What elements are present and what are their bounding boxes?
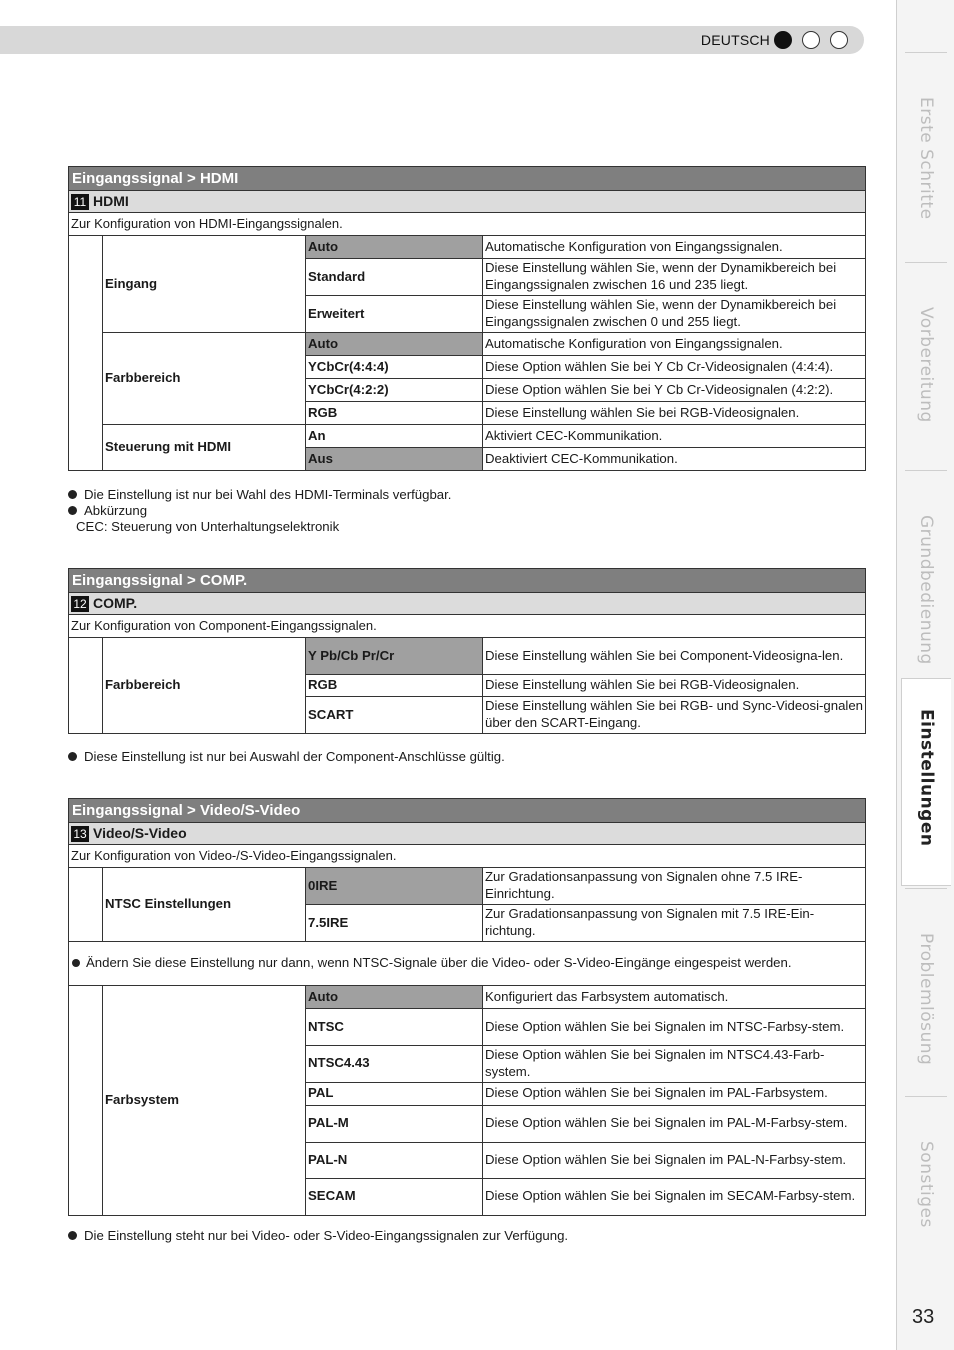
section-title: Eingangssignal > COMP. bbox=[69, 569, 866, 593]
option-description: Zur Gradationsanpassung von Signalen ohne 7.5 IRE-Einrichtung. bbox=[483, 868, 866, 905]
item-heading bbox=[69, 593, 866, 615]
option-description: Zur Gradationsanpassung von Signalen mit 7.5 IRE-Ein-richtung. bbox=[483, 905, 866, 942]
option-name: SCART bbox=[306, 697, 483, 734]
option-name: NTSC4.43 bbox=[306, 1045, 483, 1082]
option-name: RGB bbox=[306, 675, 483, 697]
bullet-icon bbox=[68, 1231, 77, 1240]
setting-label-steuerung: Steuerung mit HDMI bbox=[103, 425, 306, 471]
option-description: Diese Option wählen Sie bei Signalen im PAL-Farbsystem. bbox=[483, 1082, 866, 1105]
note-abbreviation bbox=[68, 503, 147, 519]
option-description: Diese Option wählen Sie bei Y Cb Cr-Videosignalen (4:2:2). bbox=[483, 379, 866, 402]
option-description: Diese Option wählen Sie bei Signalen im PAL-M-Farbsy-stem. bbox=[483, 1105, 866, 1142]
note-text: Ändern Sie diese Einstellung nur dann, wenn NTSC-Signale über die Video- oder S-Video-Eingänge eingespeist werden. bbox=[86, 955, 792, 971]
comp-settings-table bbox=[68, 568, 866, 734]
item-description: Zur Konfiguration von HDMI-Eingangssignalen. bbox=[69, 213, 866, 236]
language-indicator-icon bbox=[802, 31, 820, 49]
setting-label-eingang: Eingang bbox=[103, 236, 306, 333]
option-name: Aus bbox=[306, 448, 483, 471]
item-name: COMP. bbox=[93, 594, 138, 611]
bullet-icon bbox=[68, 752, 77, 761]
bullet-icon bbox=[68, 490, 77, 499]
tab-label: Grundbedienung bbox=[916, 515, 936, 665]
note-hdmi-terminal bbox=[68, 487, 451, 503]
section-title: Eingangssignal > HDMI bbox=[69, 167, 866, 191]
setting-label-farbbereich: Farbbereich bbox=[103, 638, 306, 734]
option-name: RGB bbox=[306, 402, 483, 425]
ntsc-note bbox=[69, 941, 866, 985]
tab-sonstiges[interactable] bbox=[905, 1096, 947, 1296]
bullet-icon bbox=[68, 506, 77, 515]
note-text: Diese Einstellung ist nur bei Auswahl der Component-Anschlüsse gültig. bbox=[84, 749, 505, 764]
setting-label-ntsc: NTSC Einstellungen bbox=[103, 868, 306, 942]
item-heading bbox=[69, 823, 866, 845]
tab-label: Erste Schritte bbox=[916, 97, 936, 220]
note-text: Abkürzung bbox=[84, 503, 148, 518]
option-description: Diese Einstellung wählen Sie bei RGB-Videosignalen. bbox=[483, 675, 866, 697]
option-description: Diese Einstellung wählen Sie bei Component-Videosigna-len. bbox=[483, 638, 866, 675]
bullet-icon bbox=[72, 959, 80, 967]
option-description: Konfiguriert das Farbsystem automatisch. bbox=[483, 985, 866, 1008]
option-name: NTSC bbox=[306, 1008, 483, 1045]
option-description: Diese Option wählen Sie bei Signalen im PAL-N-Farbsy-stem. bbox=[483, 1142, 866, 1178]
option-name: Auto bbox=[306, 985, 483, 1008]
indent-cell bbox=[69, 638, 103, 734]
language-bar bbox=[0, 26, 864, 54]
setting-label-farbsystem: Farbsystem bbox=[103, 985, 306, 1215]
item-heading bbox=[69, 191, 866, 213]
option-name: PAL-N bbox=[306, 1142, 483, 1178]
tab-grundbedienung[interactable] bbox=[905, 470, 947, 676]
item-description: Zur Konfiguration von Component-Eingangssignalen. bbox=[69, 615, 866, 638]
option-description: Diese Einstellung wählen Sie bei RGB- und Sync-Videosi-gnalen über den SCART-Eingang. bbox=[483, 697, 866, 734]
option-description: Diese Option wählen Sie bei Y Cb Cr-Videosignalen (4:4:4). bbox=[483, 356, 866, 379]
indent-cell bbox=[69, 236, 103, 471]
note-video bbox=[68, 1228, 568, 1244]
indent-cell bbox=[69, 985, 103, 1215]
tab-label: Vorbereitung bbox=[916, 307, 936, 423]
item-number: 13 bbox=[71, 826, 89, 842]
note-text: Die Einstellung ist nur bei Wahl des HDMI-Terminals verfügbar. bbox=[84, 487, 452, 502]
option-name: Y Pb/Cb Pr/Cr bbox=[306, 638, 483, 675]
language-indicator-icon bbox=[830, 31, 848, 49]
option-name: PAL-M bbox=[306, 1105, 483, 1142]
item-number: 11 bbox=[71, 194, 89, 210]
option-description: Diese Option wählen Sie bei Signalen im NTSC-Farbsy-stem. bbox=[483, 1008, 866, 1045]
option-description: Diese Einstellung wählen Sie, wenn der Dynamikbereich bei Eingangssignalen zwischen 0 und 255 liegt. bbox=[483, 296, 866, 333]
note-text: CEC: Steuerung von Unterhaltungselektronik bbox=[76, 519, 340, 534]
item-description: Zur Konfiguration von Video-/S-Video-Eingangssignalen. bbox=[69, 845, 866, 868]
tab-einstellungen[interactable] bbox=[901, 678, 951, 886]
option-description: Automatische Konfiguration von Eingangssignalen. bbox=[483, 236, 866, 259]
option-name: Erweitert bbox=[306, 296, 483, 333]
option-description: Aktiviert CEC-Kommunikation. bbox=[483, 425, 866, 448]
indent-cell bbox=[69, 868, 103, 942]
hdmi-settings-table bbox=[68, 166, 866, 471]
option-description: Automatische Konfiguration von Eingangssignalen. bbox=[483, 333, 866, 356]
option-name: Auto bbox=[306, 236, 483, 259]
option-name: 0IRE bbox=[306, 868, 483, 905]
language-indicator-active-icon bbox=[774, 31, 792, 49]
section-title: Eingangssignal > Video/S-Video bbox=[69, 799, 866, 823]
video-settings-table bbox=[68, 798, 866, 1216]
option-name: YCbCr(4:4:4) bbox=[306, 356, 483, 379]
option-name: YCbCr(4:2:2) bbox=[306, 379, 483, 402]
tab-label: Einstellungen bbox=[916, 709, 937, 847]
option-name: PAL bbox=[306, 1082, 483, 1105]
option-name: An bbox=[306, 425, 483, 448]
item-number: 12 bbox=[71, 596, 89, 612]
option-description: Diese Option wählen Sie bei Signalen im SECAM-Farbsy-stem. bbox=[483, 1178, 866, 1215]
item-name: HDMI bbox=[93, 192, 129, 209]
setting-label-farbbereich: Farbbereich bbox=[103, 333, 306, 425]
option-name: SECAM bbox=[306, 1178, 483, 1215]
option-description: Diese Option wählen Sie bei Signalen im NTSC4.43-Farb-system. bbox=[483, 1045, 866, 1082]
option-description: Deaktiviert CEC-Kommunikation. bbox=[483, 448, 866, 471]
item-name: Video/S-Video bbox=[93, 824, 187, 841]
chapter-sidebar bbox=[896, 0, 954, 1350]
option-description: Diese Einstellung wählen Sie bei RGB-Videosignalen. bbox=[483, 402, 866, 425]
option-description: Diese Einstellung wählen Sie, wenn der Dynamikbereich bei Eingangssignalen zwischen 16 und 235 liegt. bbox=[483, 259, 866, 296]
tab-label: Sonstiges bbox=[916, 1141, 936, 1228]
tab-vorbereitung[interactable] bbox=[905, 262, 947, 468]
tab-problemloesung[interactable] bbox=[905, 888, 947, 1094]
note-text: Die Einstellung steht nur bei Video- oder S-Video-Eingangssignalen zur Verfügung. bbox=[84, 1228, 569, 1243]
note-cec bbox=[76, 519, 339, 535]
note-component bbox=[68, 749, 505, 765]
tab-erste-schritte[interactable] bbox=[905, 52, 947, 260]
option-name: Standard bbox=[306, 259, 483, 296]
option-name: Auto bbox=[306, 333, 483, 356]
language-label: DEUTSCH bbox=[700, 32, 770, 48]
page-number: 33 bbox=[912, 1306, 935, 1328]
tab-label: Problemlösung bbox=[916, 933, 936, 1066]
option-name: 7.5IRE bbox=[306, 905, 483, 942]
